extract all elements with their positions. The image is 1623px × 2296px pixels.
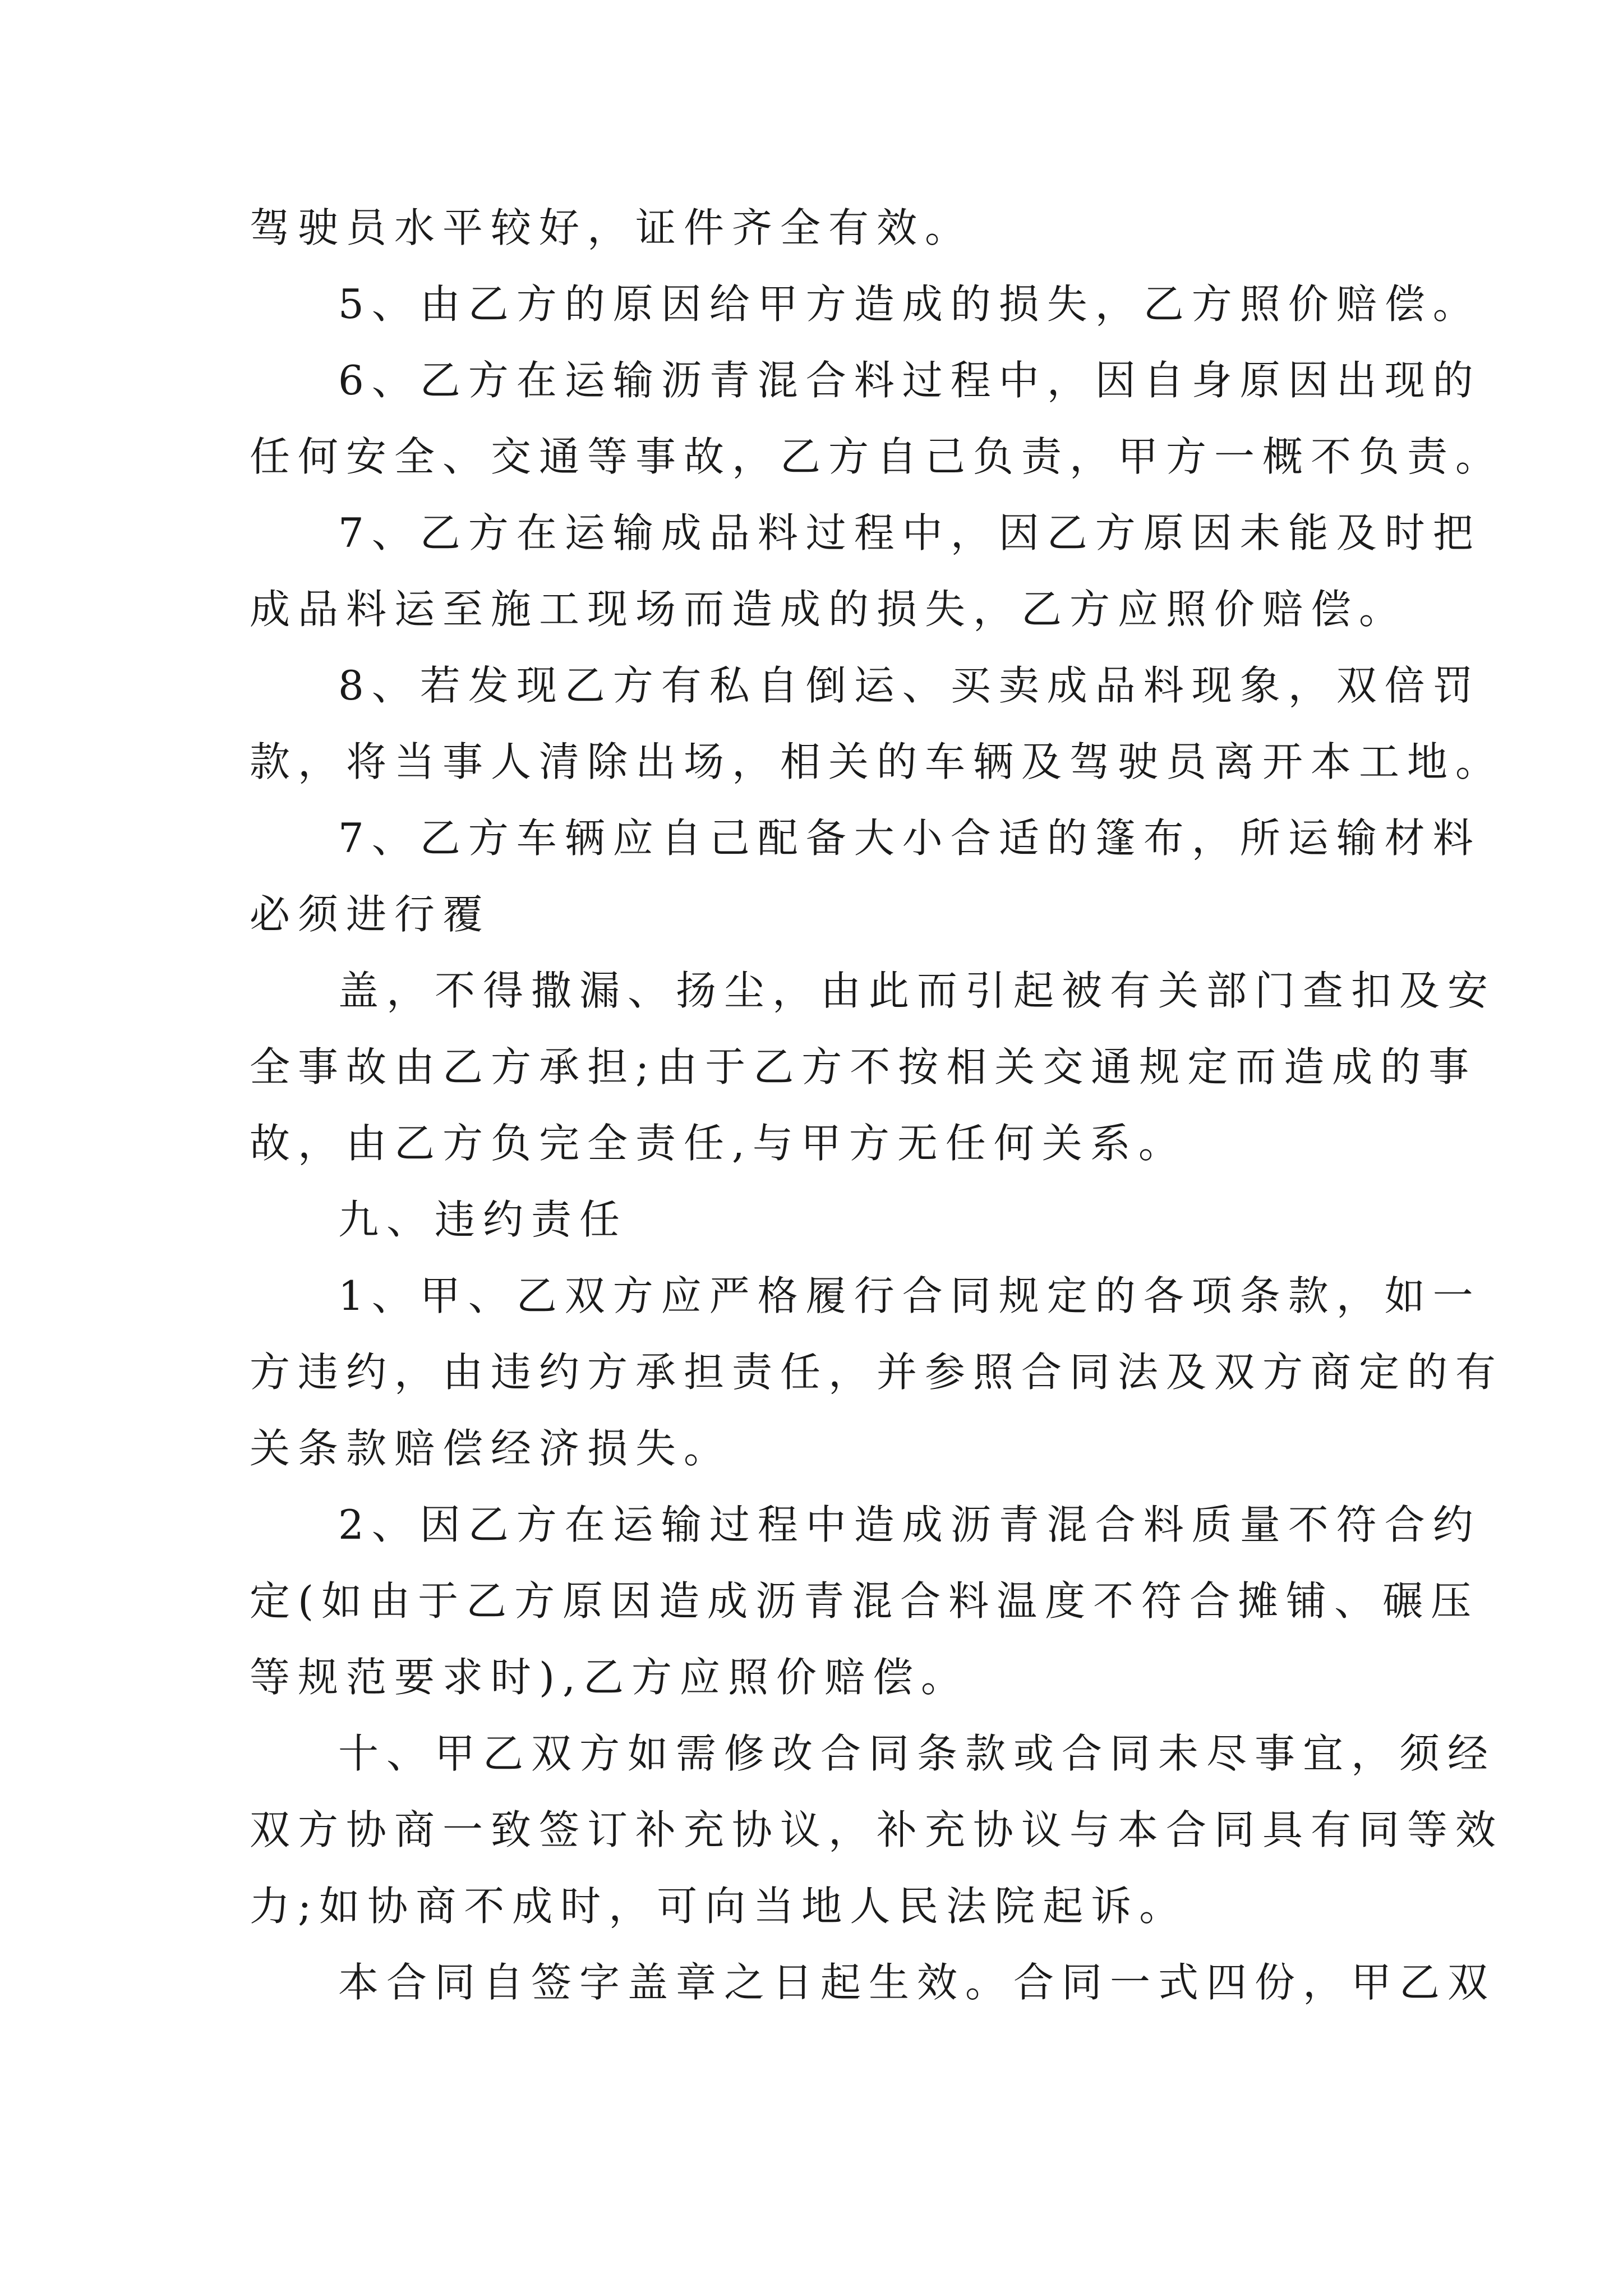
text-line-5: 7、乙方在运输成品料过程中，因乙方原因未能及时把	[338, 509, 1481, 556]
text-line-10: 必须进行覆	[250, 891, 491, 938]
text-line-20: 等规范要求时),乙方应照价赔偿。	[250, 1654, 969, 1701]
text-line-23: 力;如协商不成时，可向当地人民法院起诉。	[250, 1883, 1188, 1930]
text-line-18: 2、因乙方在运输过程中造成沥青混合料质量不符合约	[338, 1501, 1481, 1548]
text-line-16: 方违约，由违约方承担责任，并参照合同法及双方商定的有	[250, 1349, 1504, 1396]
document-body	[250, 204, 1504, 2039]
text-line-2: 5、由乙方的原因给甲方造成的损失，乙方照价赔偿。	[338, 280, 1481, 328]
text-line-8: 款，将当事人清除出场，相关的车辆及驾驶员离开本工地。	[250, 738, 1504, 785]
text-line-15: 1、甲、乙双方应严格履行合同规定的各项条款，如一	[338, 1272, 1481, 1319]
text-line-7: 8、若发现乙方有私自倒运、买卖成品料现象，双倍罚	[338, 662, 1481, 709]
text-line-6: 成品料运至施工现场而造成的损失，乙方应照价赔偿。	[250, 586, 1408, 633]
text-line-21: 十、甲乙双方如需修改合同条款或合同未尽事宜，须经	[338, 1730, 1496, 1777]
text-line-24: 本合同自签字盖章之日起生效。合同一式四份，甲乙双	[338, 1959, 1496, 2006]
text-line-19: 定(如由于乙方原因造成沥青混合料温度不符合摊铺、碾压	[250, 1577, 1479, 1625]
section-heading: 九、违约责任	[338, 1196, 628, 1243]
text-line-11: 盖，不得撒漏、扬尘，由此而引起被有关部门查扣及安	[338, 967, 1496, 1014]
text-line-4: 任何安全、交通等事故，乙方自己负责，甲方一概不负责。	[250, 433, 1504, 480]
text-line-3: 6、乙方在运输沥青混合料过程中，因自身原因出现的	[338, 357, 1481, 404]
text-line-17: 关条款赔偿经济损失。	[250, 1425, 732, 1472]
text-line-22: 双方协商一致签订补充协议，补充协议与本合同具有同等效	[250, 1806, 1504, 1853]
text-line-1: 驾驶员水平较好，证件齐全有效。	[250, 204, 974, 251]
text-line-13: 故，由乙方负完全责任,与甲方无任何关系。	[250, 1120, 1187, 1167]
text-line-12: 全事故由乙方承担;由于乙方不按相关交通规定而造成的事	[250, 1043, 1477, 1091]
text-line-9: 7、乙方车辆应自己配备大小合适的篷布，所运输材料	[338, 815, 1481, 862]
